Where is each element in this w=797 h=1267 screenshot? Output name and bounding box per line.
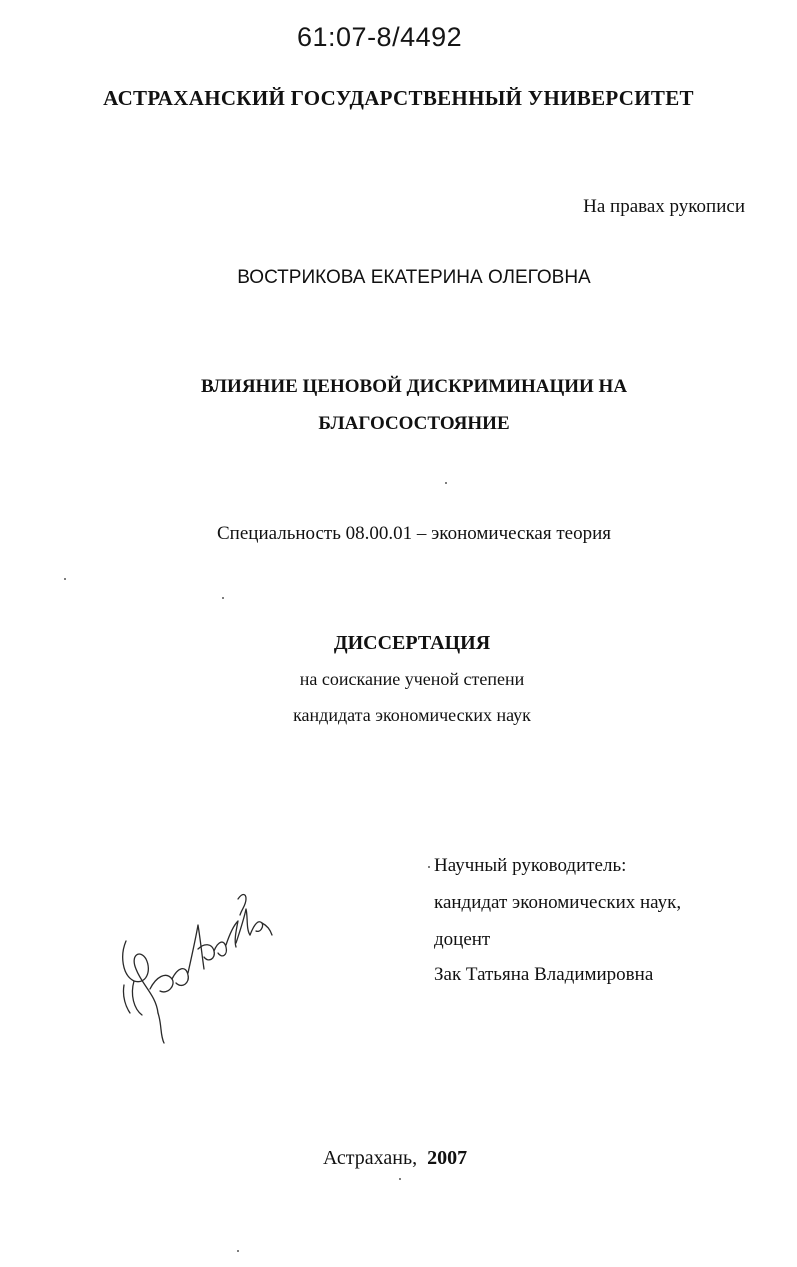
manuscript-rights-note: На правах рукописи [583,196,745,217]
dissertation-heading: ДИССЕРТАЦИЯ [333,632,491,654]
scan-speck [445,482,447,484]
thesis-title-line-1: ВЛИЯНИЕ ЦЕНОВОЙ ДИСКРИМИНАЦИИ НА [200,376,628,397]
scan-speck [237,1250,239,1252]
scan-speck [399,1178,401,1180]
scan-speck [428,866,430,868]
specialty-code: Специальность 08.00.01 – экономическая теория [217,523,611,544]
city-and-year [0,1147,790,1170]
supervisor-rank: доцент [434,929,491,950]
author-signature-icon [112,885,277,1050]
author-name: ВОСТРИКОВА ЕКАТЕРИНА ОЛЕГОВНА [237,267,591,288]
year: 2007 [427,1147,468,1169]
city-name: Астрахань [322,1147,413,1169]
thesis-title-line-2: БЛАГОСОСТОЯНИЕ [318,413,510,434]
scan-speck [64,578,66,580]
supervisor-label: Научный руководитель: [434,855,627,876]
library-stamp-number: 61:07-8/4492 [297,22,463,52]
city-comma: , [412,1147,428,1169]
supervisor-degree: кандидат экономических наук, [434,892,682,913]
scan-speck [222,597,224,599]
university-name: АСТРАХАНСКИЙ ГОСУДАРСТВЕННЫЙ УНИВЕРСИТЕТ [103,86,694,110]
supervisor-name: Зак Татьяна Владимировна [434,964,654,985]
degree-line-2: кандидата экономических наук [293,705,531,725]
degree-line-1: на соискание ученой степени [299,669,525,689]
